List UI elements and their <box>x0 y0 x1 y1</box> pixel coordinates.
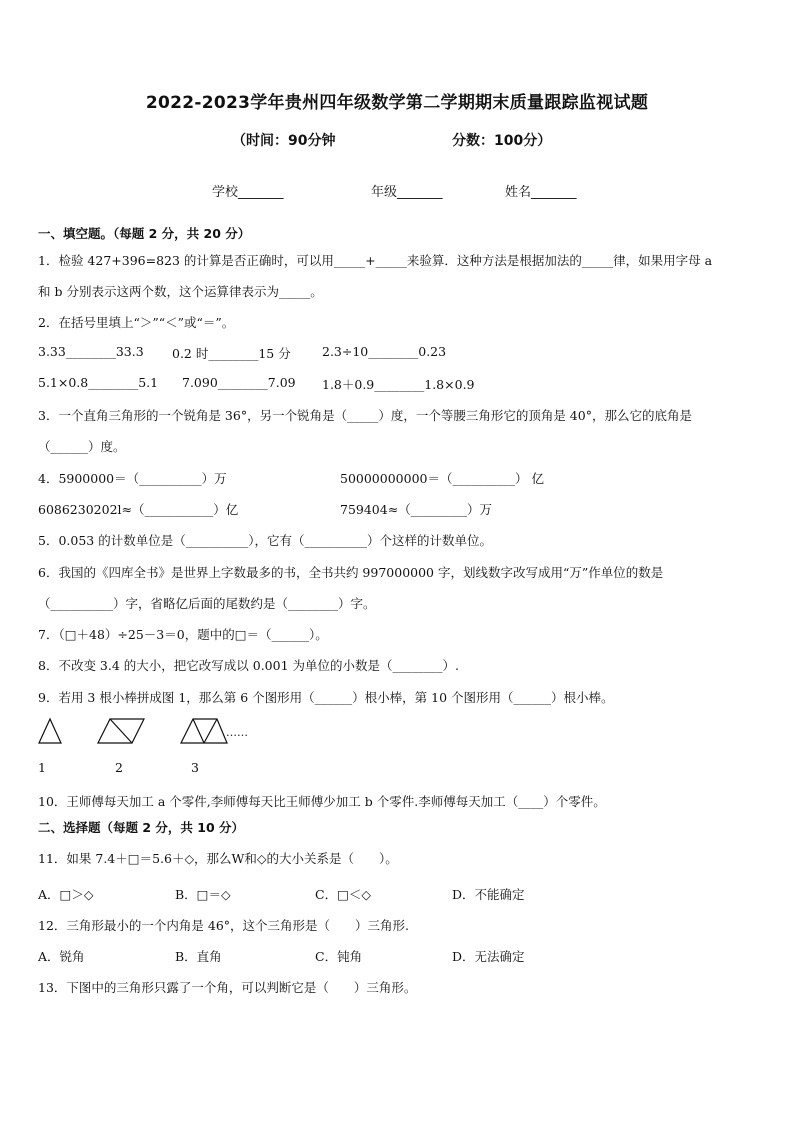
name-field: 姓名_______ <box>505 185 577 200</box>
question-6-line-1: 6．我国的《四库全书》是世界上字数最多的书，全书共约 997000000 字，划线数字改写成用“万”作单位的数是 <box>38 565 664 580</box>
q2-item: 5.1×0.8________5.1 <box>38 375 159 390</box>
question-1-line-2: 和 b 分别表示这两个数，这个运算律表示为_____。 <box>38 284 323 299</box>
option-a: A．锐角 <box>38 949 85 964</box>
question-3-line-2: （______）度。 <box>38 439 126 454</box>
question-5: 5．0.053 的计数单位是（__________），它有（__________）个这样的计数单位。 <box>38 533 492 548</box>
q2-item: 7.090________7.09 <box>182 375 296 390</box>
school-field: 学校_______ <box>212 185 284 200</box>
exam-time: （时间：90分钟 <box>232 133 336 149</box>
q2-item: 0.2 时________15 分 <box>172 346 291 361</box>
q4-item: 759404≈（_________）万 <box>340 502 492 517</box>
grade-field: 年级_______ <box>371 185 443 200</box>
q2-item: 1.8＋0.9________1.8×0.9 <box>322 377 475 392</box>
section-heading: 二、选择题（每题 2 分，共 10 分） <box>38 820 245 835</box>
figure-2-diagonal <box>110 719 132 743</box>
q4-item: 4．5900000＝（__________）万 <box>38 471 227 486</box>
option-d: D．不能确定 <box>452 887 525 902</box>
question-12: 12．三角形最小的一个内角是 46°，这个三角形是（ ）三角形. <box>38 918 410 933</box>
option-c: C．钝角 <box>315 949 363 964</box>
continuation-dots: …… <box>226 726 248 739</box>
q4-item: 50000000000＝（__________） 亿 <box>340 471 544 486</box>
figure-label: 2 <box>115 760 123 775</box>
q2-item: 3.33________33.3 <box>38 344 144 359</box>
question-11: 11．如果 7.4＋□＝5.6＋◇，那么W和◇的大小关系是（ ）。 <box>38 851 398 866</box>
question-3-line-1: 3．一个直角三角形的一个锐角是 36°，另一个锐角是（_____）度，一个等腰三角形它的顶角是 40°，那么它的底角是 <box>38 408 692 423</box>
option-b: B．直角 <box>175 949 222 964</box>
section-heading: 一、填空题。（每题 2 分，共 20 分） <box>38 226 251 241</box>
question-13: 13．下图中的三角形只露了一个角，可以判断它是（ ）三角形。 <box>38 980 417 995</box>
question-9: 9．若用 3 根小棒拼成图 1，那么第 6 个图形用（______）根小棒，第 10 个图形用（______）根小棒。 <box>38 690 614 705</box>
figure-3-stick <box>204 719 217 743</box>
exam-score: 分数：100分） <box>452 133 552 149</box>
figure-label: 1 <box>38 760 46 775</box>
question-1-line-1: 1．检验 427+396=823 的计算是否正确时，可以用_____+_____来验算．这种方法是根据加法的_____律，如果用字母 a <box>38 253 713 268</box>
question-10: 10．王师傅每天加工 a 个零件,李师傅每天比王师傅少加工 b 个零件.李师傅每天加工（____）个零件。 <box>38 794 606 809</box>
q4-item: 6086230202l≈（___________）亿 <box>38 502 239 517</box>
figure-1-triangle <box>39 719 61 743</box>
option-a: A．□＞◇ <box>38 887 94 902</box>
figure-3-stick <box>193 719 204 743</box>
question-7: 7．（□＋48）÷25－3＝0，题中的□＝（______）。 <box>38 627 328 642</box>
option-b: B．□＝◇ <box>175 887 231 902</box>
option-c: C．□＜◇ <box>315 887 371 902</box>
figure-3-shape <box>181 719 227 743</box>
figure-label: 3 <box>191 760 199 775</box>
question-6-line-2: （__________）字，省略亿后面的尾数约是（________）字。 <box>38 596 376 611</box>
question-8: 8．不改变 3.4 的大小，把它改写成以 0.001 为单位的小数是（________）. <box>38 658 459 673</box>
question-2: 2．在括号里填上“＞”“＜”或“＝”。 <box>38 315 235 330</box>
page-title: 2022-2023学年贵州四年级数学第二学期期末质量跟踪监视试题 <box>145 93 649 113</box>
q2-item: 2.3÷10________0.23 <box>322 344 447 359</box>
option-d: D．无法确定 <box>452 949 525 964</box>
